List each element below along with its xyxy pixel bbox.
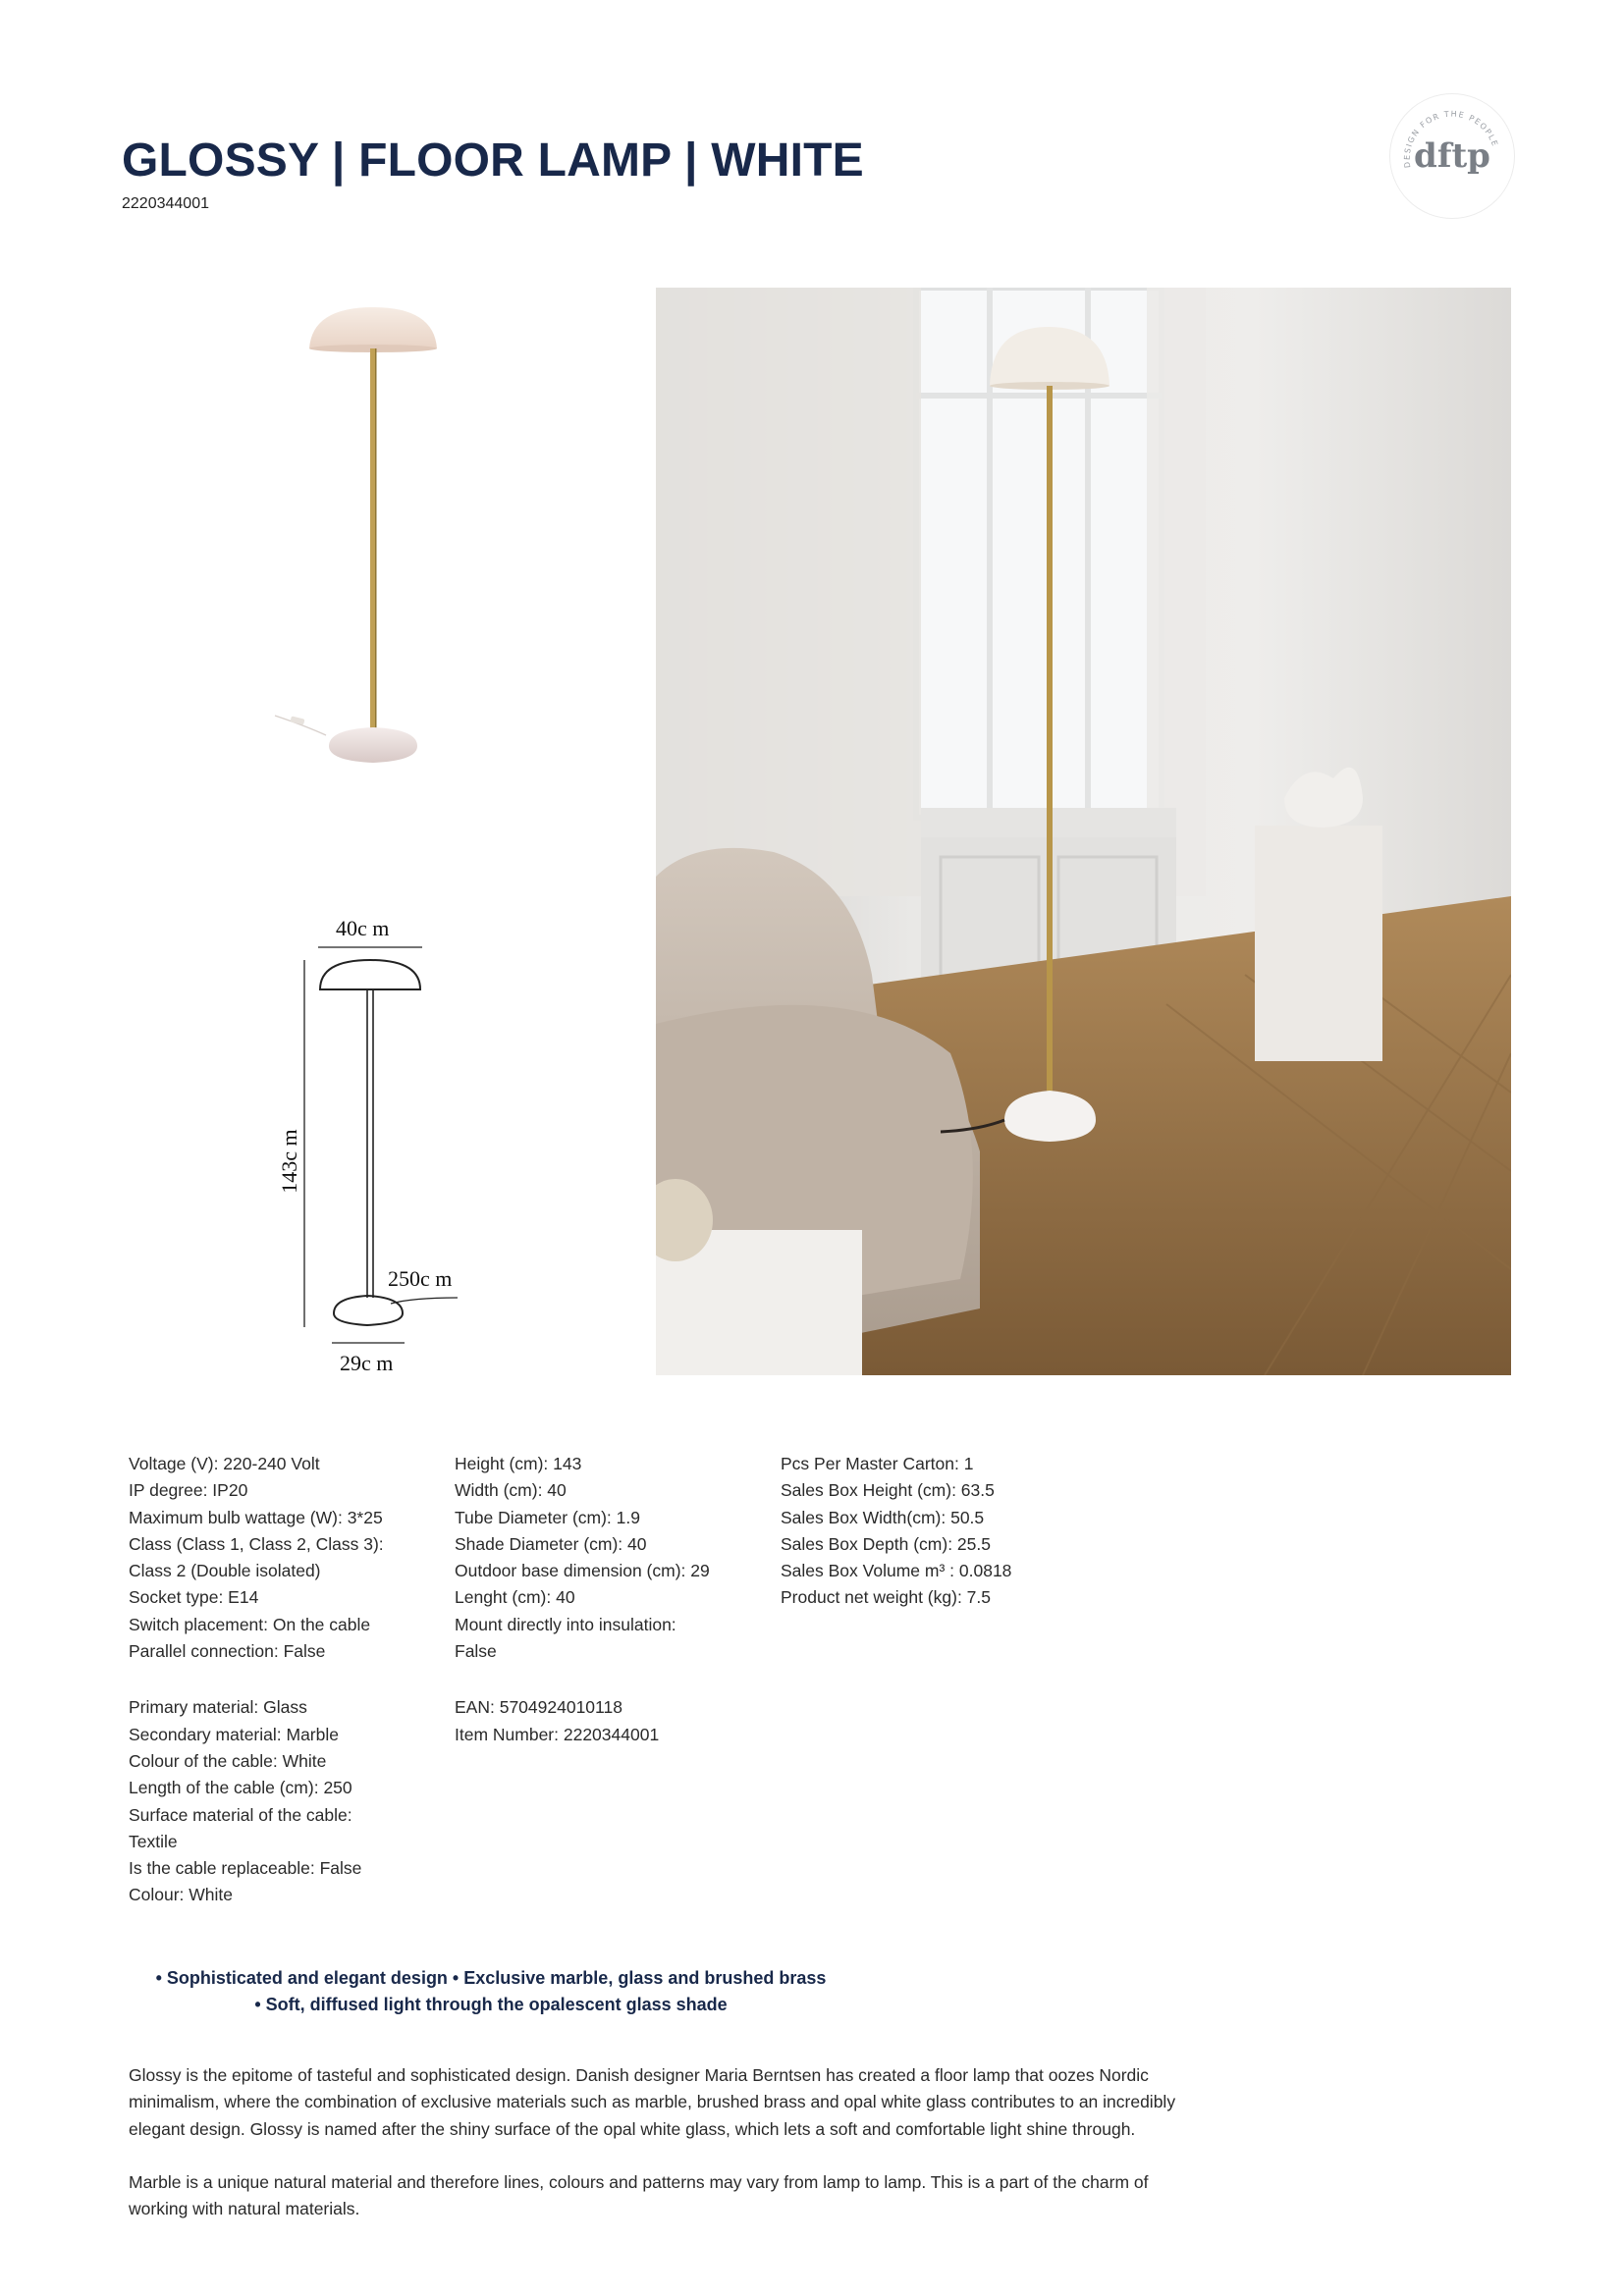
- lamp-base: [329, 727, 417, 763]
- spec-ean: EAN: 5704924010118: [455, 1697, 622, 1718]
- product-image: [265, 299, 461, 771]
- spec-class-value: Class 2 (Double isolated): [129, 1561, 321, 1581]
- spec-cable-surface-value: Textile: [129, 1831, 178, 1851]
- spec-parallel: Parallel connection: False: [129, 1641, 326, 1662]
- spec-secondary-material: Secondary material: Marble: [129, 1724, 339, 1744]
- description-paragraph-1: Glossy is the epitome of tasteful and sophisticated design. Danish designer Maria Berntsen has created a floor lamp that oozes Nordic minimalism, where the combination of exclusive materials such as marble, brushed brass and opal white glass contributes to an incredibly elegant design. Glossy is named after the shiny surface of the opal white glass, which lets a soft and comfortable light shine through.: [129, 2065, 1176, 2139]
- product-description: [129, 2062, 1179, 2249]
- spec-column-packaging: [781, 1451, 1011, 1612]
- spec-colour: Colour: White: [129, 1885, 234, 1905]
- spec-item-number: Item Number: 2220344001: [455, 1724, 660, 1744]
- spec-cable-surface-label: Surface material of the cable:: [129, 1804, 352, 1825]
- spec-box-height: Sales Box Height (cm): 63.5: [781, 1480, 995, 1501]
- spec-primary-material: Primary material: Glass: [129, 1697, 307, 1718]
- dimension-cable-label: 250c m: [388, 1266, 453, 1291]
- spec-height: Height (cm): 143: [455, 1454, 582, 1473]
- dimension-width-label: 40c m: [336, 916, 390, 940]
- spec-shade-diameter: Shade Diameter (cm): 40: [455, 1533, 647, 1554]
- feature-bullets-line-1: • Sophisticated and elegant design • Exclusive marble, glass and brushed brass: [155, 1968, 827, 1988]
- dimension-base-label: 29c m: [340, 1351, 394, 1375]
- spec-tube-diameter: Tube Diameter (cm): 1.9: [455, 1507, 640, 1527]
- spec-length: Lenght (cm): 40: [455, 1587, 575, 1608]
- spec-box-depth: Sales Box Depth (cm): 25.5: [781, 1533, 991, 1554]
- spec-net-weight: Product net weight (kg): 7.5: [781, 1587, 991, 1608]
- feature-bullets-line-2: • Soft, diffused light through the opalescent glass shade: [254, 1995, 728, 2014]
- lamp-shade: [309, 307, 437, 348]
- item-code: 2220344001: [122, 195, 209, 212]
- spec-ip-degree: IP degree: IP20: [129, 1480, 248, 1501]
- spec-cable-colour: Colour of the cable: White: [129, 1750, 327, 1771]
- spec-column-dimensions: [455, 1451, 710, 1748]
- lifestyle-photo: [656, 288, 1511, 1375]
- logo-wordmark: dftp: [1414, 136, 1490, 176]
- spec-box-volume: Sales Box Volume m³ : 0.0818: [781, 1561, 1012, 1581]
- spec-width: Width (cm): 40: [455, 1480, 567, 1501]
- feature-bullets: [0, 1965, 982, 2018]
- spec-base-dimension: Outdoor base dimension (cm): 29: [455, 1561, 710, 1581]
- spec-box-width: Sales Box Width(cm): 50.5: [781, 1507, 985, 1527]
- spec-insulation-value: False: [455, 1641, 497, 1662]
- spec-max-wattage: Maximum bulb wattage (W): 3*25: [129, 1507, 383, 1527]
- spec-pcs-carton: Pcs Per Master Carton: 1: [781, 1454, 974, 1473]
- spec-column-electrical: [129, 1451, 384, 1909]
- spec-switch: Switch placement: On the cable: [129, 1614, 371, 1634]
- logo-ring-text: DESIGN FOR THE PEOPLE: [1402, 109, 1500, 169]
- spec-voltage: Voltage (V): 220-240 Volt: [129, 1454, 320, 1473]
- spec-socket: Socket type: E14: [129, 1587, 259, 1608]
- dimension-height-label: 143c m: [277, 1129, 301, 1194]
- spec-cable-replaceable: Is the cable replaceable: False: [129, 1858, 362, 1879]
- spec-class-label: Class (Class 1, Class 2, Class 3):: [129, 1533, 384, 1554]
- description-paragraph-2: Marble is a unique natural material and therefore lines, colours and patterns may vary from lamp to lamp. This is a part of the charm of working with natural materials.: [129, 2171, 1149, 2219]
- page-title: GLOSSY | FLOOR LAMP | WHITE: [122, 134, 864, 187]
- brand-logo: [1389, 93, 1515, 219]
- dimension-drawing: [265, 903, 481, 1384]
- spec-insulation-label: Mount directly into insulation:: [455, 1614, 676, 1634]
- spec-cable-length: Length of the cable (cm): 250: [129, 1778, 352, 1798]
